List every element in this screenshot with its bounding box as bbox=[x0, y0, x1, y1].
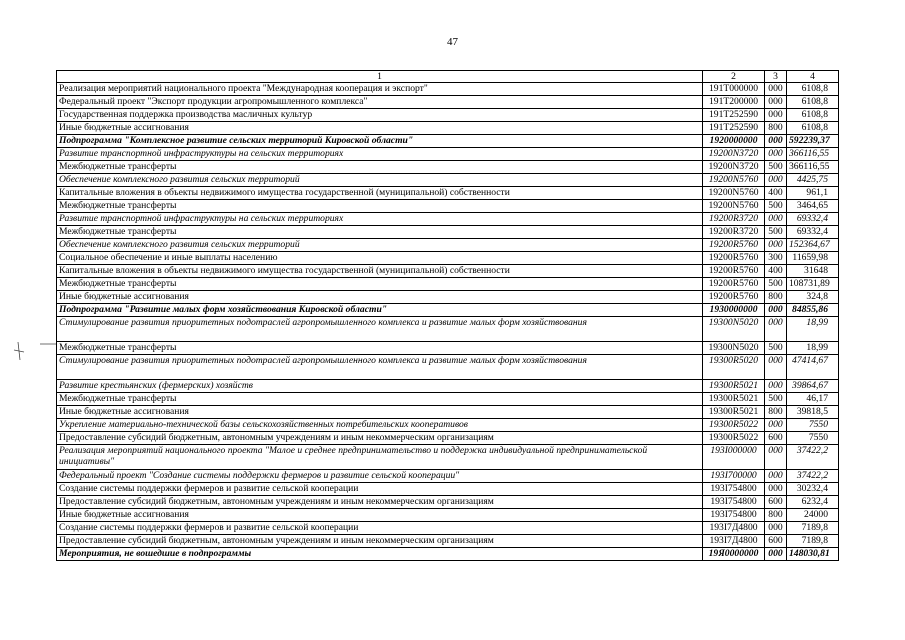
row-expense-type: 800 bbox=[765, 122, 787, 135]
row-expense-type: 000 bbox=[765, 213, 787, 226]
table-row bbox=[57, 135, 839, 148]
table-row bbox=[57, 509, 839, 522]
row-code: 19200R5760 bbox=[703, 252, 765, 265]
row-code: 19300R5020 bbox=[703, 355, 765, 380]
row-expense-type: 000 bbox=[765, 239, 787, 252]
row-name: Межбюджетные трансферты bbox=[57, 278, 703, 291]
row-code: 19300R5022 bbox=[703, 432, 765, 445]
row-amount: 11659,98 bbox=[787, 252, 839, 265]
row-expense-type: 400 bbox=[765, 265, 787, 278]
table-row bbox=[57, 419, 839, 432]
row-name: Реализация мероприятий национального проекта "Малое и среднее предпринимательство и поддержка индивидуальной предпринимательской инициативы" bbox=[57, 445, 703, 470]
table-row bbox=[57, 265, 839, 278]
row-expense-type: 000 bbox=[765, 522, 787, 535]
row-amount: 18,99 bbox=[787, 317, 839, 342]
table-row bbox=[57, 393, 839, 406]
row-name: Государственная поддержка производства масличных культур bbox=[57, 109, 703, 122]
row-amount: 84855,86 bbox=[787, 304, 839, 317]
row-expense-type: 500 bbox=[765, 200, 787, 213]
table-row bbox=[57, 342, 839, 355]
row-amount: 592239,37 bbox=[787, 135, 839, 148]
row-amount: 37422,2 bbox=[787, 445, 839, 470]
row-name: Социальное обеспечение и иные выплаты населению bbox=[57, 252, 703, 265]
row-code: 19300R5022 bbox=[703, 419, 765, 432]
row-name: Капитальные вложения в объекты недвижимого имущества государственной (муниципальной) собственности bbox=[57, 265, 703, 278]
row-name: Создание системы поддержки фермеров и развитие сельской кооперации bbox=[57, 483, 703, 496]
row-name: Обеспечение комплексного развития сельских территорий bbox=[57, 174, 703, 187]
row-name: Развитие транспортной инфраструктуры на сельских территориях bbox=[57, 213, 703, 226]
header-col-1: 1 bbox=[57, 71, 703, 83]
row-amount: 39864,67 bbox=[787, 380, 839, 393]
row-code: 19300R5021 bbox=[703, 406, 765, 419]
row-code: 193I754800 bbox=[703, 483, 765, 496]
table-row bbox=[57, 122, 839, 135]
row-code: 191T252590 bbox=[703, 109, 765, 122]
row-code: 19200R5760 bbox=[703, 291, 765, 304]
scan-marks bbox=[0, 330, 60, 370]
row-amount: 47414,67 bbox=[787, 355, 839, 380]
table-row bbox=[57, 380, 839, 393]
row-name: Подпрограмма "Развитие малых форм хозяйствования Кировской области" bbox=[57, 304, 703, 317]
row-code: 19200R5760 bbox=[703, 278, 765, 291]
header-row bbox=[57, 71, 839, 83]
row-code: 19200N3720 bbox=[703, 161, 765, 174]
table-row bbox=[57, 161, 839, 174]
header-col-2: 2 bbox=[703, 71, 765, 83]
row-name: Мероприятия, не вошедшие в подпрограммы bbox=[57, 548, 703, 561]
row-amount: 6108,8 bbox=[787, 122, 839, 135]
table-row bbox=[57, 278, 839, 291]
row-expense-type: 600 bbox=[765, 535, 787, 548]
row-expense-type: 300 bbox=[765, 252, 787, 265]
row-name: Обеспечение комплексного развития сельских территорий bbox=[57, 239, 703, 252]
row-amount: 4425,75 bbox=[787, 174, 839, 187]
row-amount: 7550 bbox=[787, 419, 839, 432]
header-col-4: 4 bbox=[787, 71, 839, 83]
row-name: Предоставление субсидий бюджетным, автономным учреждениям и иным некоммерческим организациям bbox=[57, 432, 703, 445]
row-name: Межбюджетные трансферты bbox=[57, 226, 703, 239]
row-expense-type: 000 bbox=[765, 470, 787, 483]
row-expense-type: 000 bbox=[765, 445, 787, 470]
row-amount: 7550 bbox=[787, 432, 839, 445]
table-row bbox=[57, 96, 839, 109]
row-expense-type: 500 bbox=[765, 393, 787, 406]
table-row bbox=[57, 522, 839, 535]
table-row bbox=[57, 496, 839, 509]
row-expense-type: 400 bbox=[765, 187, 787, 200]
row-name: Стимулирование развития приоритетных подотраслей агропромышленного комплекса и развитие малых форм хозяйствования bbox=[57, 355, 703, 380]
row-code: 19200N5760 bbox=[703, 187, 765, 200]
row-amount: 3464,65 bbox=[787, 200, 839, 213]
row-name: Федеральный проект "Экспорт продукции агропромышленного комплекса" bbox=[57, 96, 703, 109]
table-row bbox=[57, 213, 839, 226]
row-code: 193I7Д4800 bbox=[703, 535, 765, 548]
row-name: Межбюджетные трансферты bbox=[57, 200, 703, 213]
row-code: 19200R3720 bbox=[703, 226, 765, 239]
row-amount: 31648 bbox=[787, 265, 839, 278]
row-expense-type: 000 bbox=[765, 148, 787, 161]
row-amount: 69332,4 bbox=[787, 226, 839, 239]
row-amount: 24000 bbox=[787, 509, 839, 522]
row-amount: 39818,5 bbox=[787, 406, 839, 419]
row-code: 191T000000 bbox=[703, 83, 765, 96]
row-expense-type: 000 bbox=[765, 304, 787, 317]
row-code: 1930000000 bbox=[703, 304, 765, 317]
row-amount: 152364,67 bbox=[787, 239, 839, 252]
table-row bbox=[57, 239, 839, 252]
row-amount: 6108,8 bbox=[787, 96, 839, 109]
row-code: 19300N5020 bbox=[703, 317, 765, 342]
row-expense-type: 600 bbox=[765, 432, 787, 445]
table-row bbox=[57, 432, 839, 445]
row-expense-type: 800 bbox=[765, 291, 787, 304]
row-amount: 366116,55 bbox=[787, 161, 839, 174]
table-row bbox=[57, 548, 839, 561]
table-row bbox=[57, 109, 839, 122]
row-name: Стимулирование развития приоритетных подотраслей агропромышленного комплекса и развитие малых форм хозяйствования bbox=[57, 317, 703, 342]
table-row bbox=[57, 174, 839, 187]
row-name: Иные бюджетные ассигнования bbox=[57, 406, 703, 419]
row-amount: 6232,4 bbox=[787, 496, 839, 509]
row-name: Межбюджетные трансферты bbox=[57, 161, 703, 174]
table-row bbox=[57, 226, 839, 239]
table-row bbox=[57, 355, 839, 380]
table-row bbox=[57, 483, 839, 496]
row-code: 193I700000 bbox=[703, 470, 765, 483]
table-row bbox=[57, 252, 839, 265]
row-code: 193I000000 bbox=[703, 445, 765, 470]
row-code: 1920000000 bbox=[703, 135, 765, 148]
table-row bbox=[57, 445, 839, 470]
row-code: 19200R3720 bbox=[703, 213, 765, 226]
row-expense-type: 500 bbox=[765, 278, 787, 291]
row-amount: 30232,4 bbox=[787, 483, 839, 496]
row-code: 19200N5760 bbox=[703, 174, 765, 187]
row-amount: 148030,81 bbox=[787, 548, 839, 561]
row-name: Развитие транспортной инфраструктуры на сельских территориях bbox=[57, 148, 703, 161]
row-expense-type: 000 bbox=[765, 548, 787, 561]
table-row bbox=[57, 535, 839, 548]
row-expense-type: 000 bbox=[765, 483, 787, 496]
row-code: 191T200000 bbox=[703, 96, 765, 109]
row-amount: 324,8 bbox=[787, 291, 839, 304]
row-name: Иные бюджетные ассигнования bbox=[57, 122, 703, 135]
row-expense-type: 000 bbox=[765, 109, 787, 122]
row-name: Капитальные вложения в объекты недвижимого имущества государственной (муниципальной) собственности bbox=[57, 187, 703, 200]
row-name: Иные бюджетные ассигнования bbox=[57, 291, 703, 304]
row-expense-type: 000 bbox=[765, 419, 787, 432]
row-amount: 7189,8 bbox=[787, 522, 839, 535]
page-number: 47 bbox=[447, 36, 458, 48]
row-name: Предоставление субсидий бюджетным, автономным учреждениям и иным некоммерческим организациям bbox=[57, 535, 703, 548]
row-code: 193I754800 bbox=[703, 509, 765, 522]
row-code: 193I754800 bbox=[703, 496, 765, 509]
row-expense-type: 800 bbox=[765, 509, 787, 522]
table-row bbox=[57, 406, 839, 419]
row-name: Создание системы поддержки фермеров и развитие сельской кооперации bbox=[57, 522, 703, 535]
table-row bbox=[57, 83, 839, 96]
row-expense-type: 600 bbox=[765, 496, 787, 509]
row-name: Реализация мероприятий национального проекта "Международная кооперация и экспорт" bbox=[57, 83, 703, 96]
row-code: 19200R5760 bbox=[703, 239, 765, 252]
row-amount: 6108,8 bbox=[787, 109, 839, 122]
row-amount: 961,1 bbox=[787, 187, 839, 200]
table-row bbox=[57, 317, 839, 342]
row-code: 19300N5020 bbox=[703, 342, 765, 355]
row-code: 19300R5021 bbox=[703, 380, 765, 393]
row-code: 19200R5760 bbox=[703, 265, 765, 278]
row-name: Развитие крестьянских (фермерских) хозяйств bbox=[57, 380, 703, 393]
row-code: 19200N5760 bbox=[703, 200, 765, 213]
row-name: Межбюджетные трансферты bbox=[57, 342, 703, 355]
row-name: Иные бюджетные ассигнования bbox=[57, 509, 703, 522]
table-row bbox=[57, 304, 839, 317]
row-code: 193I7Д4800 bbox=[703, 522, 765, 535]
row-expense-type: 000 bbox=[765, 83, 787, 96]
row-expense-type: 500 bbox=[765, 226, 787, 239]
row-expense-type: 000 bbox=[765, 96, 787, 109]
header-col-3: 3 bbox=[765, 71, 787, 83]
row-amount: 366116,55 bbox=[787, 148, 839, 161]
row-expense-type: 000 bbox=[765, 135, 787, 148]
row-expense-type: 800 bbox=[765, 406, 787, 419]
table-row bbox=[57, 470, 839, 483]
row-name: Межбюджетные трансферты bbox=[57, 393, 703, 406]
budget-table bbox=[56, 70, 839, 561]
row-code: 19Я0000000 bbox=[703, 548, 765, 561]
row-name: Федеральный проект "Создание системы поддержки фермеров и развитие сельской кооперации" bbox=[57, 470, 703, 483]
row-name: Подпрограмма "Комплексное развитие сельских территорий Кировской области" bbox=[57, 135, 703, 148]
row-amount: 69332,4 bbox=[787, 213, 839, 226]
row-name: Укрепление материально-технической базы сельскохозяйственных потребительских кооперативов bbox=[57, 419, 703, 432]
row-amount: 6108,8 bbox=[787, 83, 839, 96]
table-row bbox=[57, 291, 839, 304]
row-amount: 18,99 bbox=[787, 342, 839, 355]
row-amount: 108731,89 bbox=[787, 278, 839, 291]
table-row bbox=[57, 200, 839, 213]
row-amount: 37422,2 bbox=[787, 470, 839, 483]
table-row bbox=[57, 148, 839, 161]
row-expense-type: 000 bbox=[765, 355, 787, 380]
row-expense-type: 000 bbox=[765, 317, 787, 342]
row-expense-type: 000 bbox=[765, 380, 787, 393]
row-expense-type: 500 bbox=[765, 342, 787, 355]
table-row bbox=[57, 187, 839, 200]
row-amount: 46,17 bbox=[787, 393, 839, 406]
row-expense-type: 500 bbox=[765, 161, 787, 174]
row-code: 19200N3720 bbox=[703, 148, 765, 161]
row-amount: 7189,8 bbox=[787, 535, 839, 548]
row-code: 191T252590 bbox=[703, 122, 765, 135]
row-code: 19300R5021 bbox=[703, 393, 765, 406]
row-name: Предоставление субсидий бюджетным, автономным учреждениям и иным некоммерческим организациям bbox=[57, 496, 703, 509]
row-expense-type: 000 bbox=[765, 174, 787, 187]
